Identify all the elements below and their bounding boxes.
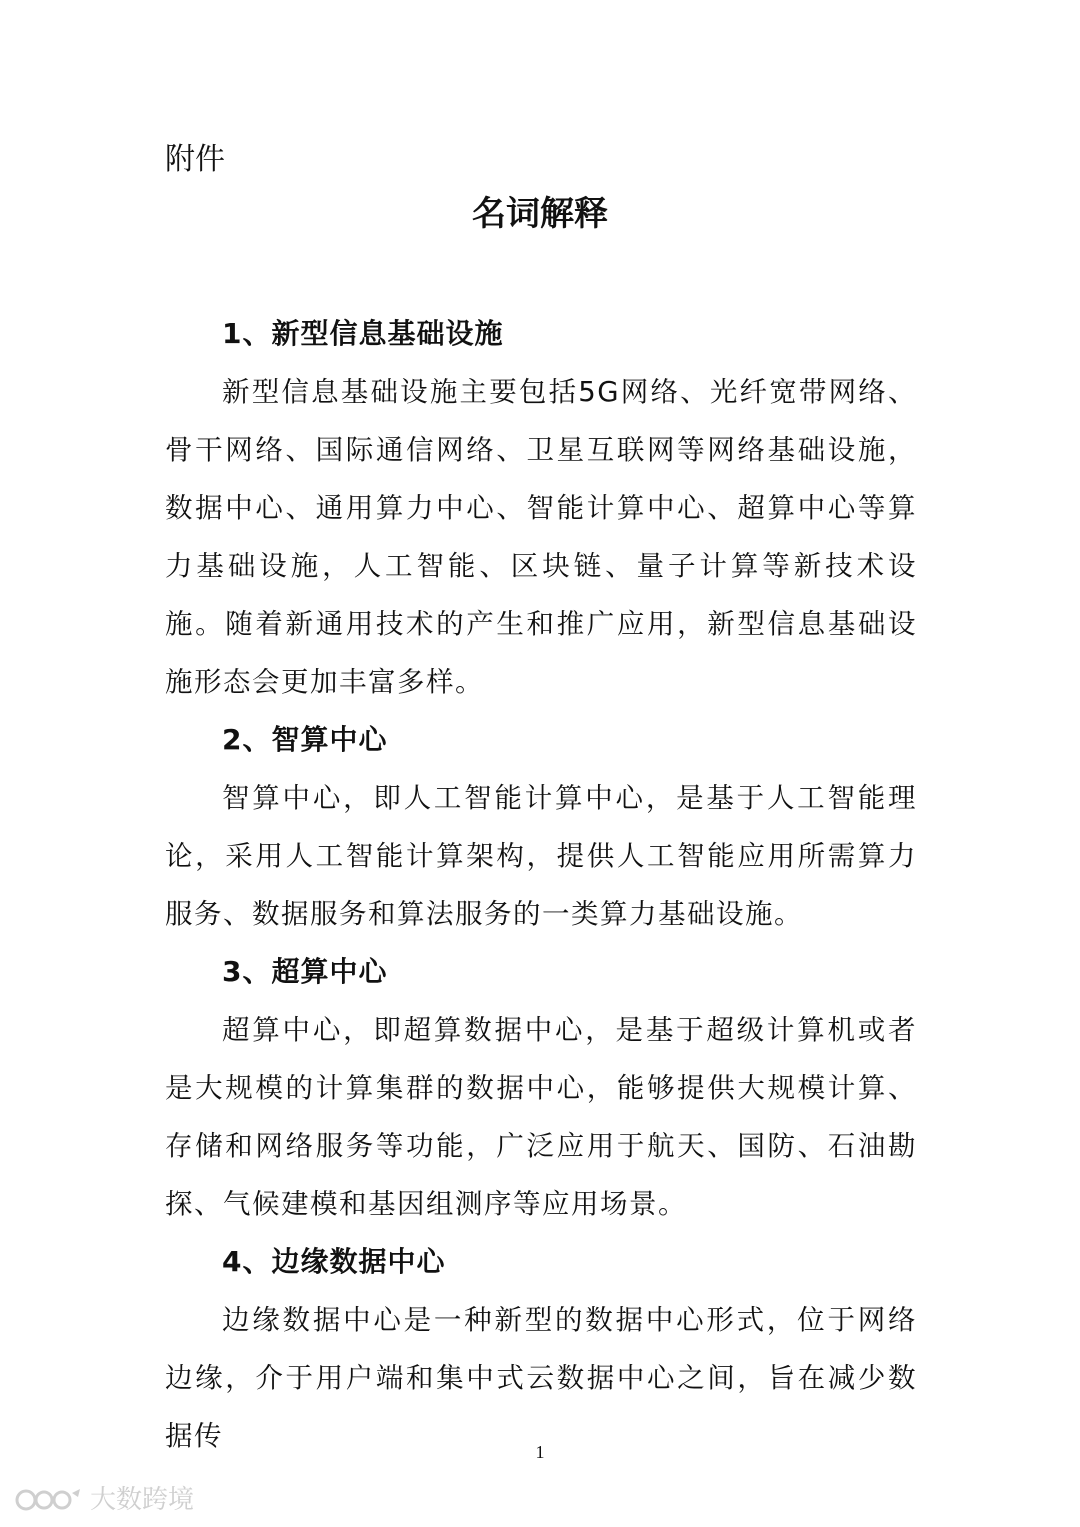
- section-4: [165, 1233, 917, 1465]
- section-heading: 2、智算中心: [222, 723, 388, 756]
- attachment-label: 附件: [165, 142, 225, 177]
- section-1: [165, 305, 917, 711]
- watermark: [14, 1484, 194, 1516]
- section-3: [165, 943, 917, 1233]
- section-2: [165, 711, 917, 943]
- section-body: 超算中心，即超算数据中心，是基于超级计算机或者是大规模的计算集群的数据中心，能够提供大规模计算、存储和网络服务等功能，广泛应用于航天、国防、石油勘探、气候建模和基因组测序等应用场景。: [165, 1014, 917, 1220]
- section-heading: 4、边缘数据中心: [222, 1245, 446, 1278]
- section-heading: 1、新型信息基础设施: [222, 317, 504, 350]
- section-body: 智算中心，即人工智能计算中心，是基于人工智能理论，采用人工智能计算架构，提供人工智能应用所需算力服务、数据服务和算法服务的一类算力基础设施。: [165, 782, 917, 930]
- watermark-text: 大数跨境: [90, 1485, 195, 1515]
- document-content: [165, 305, 917, 1465]
- section-heading: 3、超算中心: [222, 955, 388, 988]
- watermark-logo-icon: [14, 1485, 84, 1515]
- page-number: 1: [535, 1442, 545, 1462]
- section-body: 新型信息基础设施主要包括5G网络、光纤宽带网络、骨干网络、国际通信网络、卫星互联网等网络基础设施，数据中心、通用算力中心、智能计算中心、超算中心等算力基础设施，人工智能、区块链、量子计算等新技术设施。随着新通用技术的产生和推广应用，新型信息基础设施形态会更加丰富多样。: [165, 376, 917, 698]
- document-title: 名词解释: [472, 194, 608, 234]
- section-body: 边缘数据中心是一种新型的数据中心形式，位于网络边缘，介于用户端和集中式云数据中心之间，旨在减少数据传: [165, 1304, 917, 1452]
